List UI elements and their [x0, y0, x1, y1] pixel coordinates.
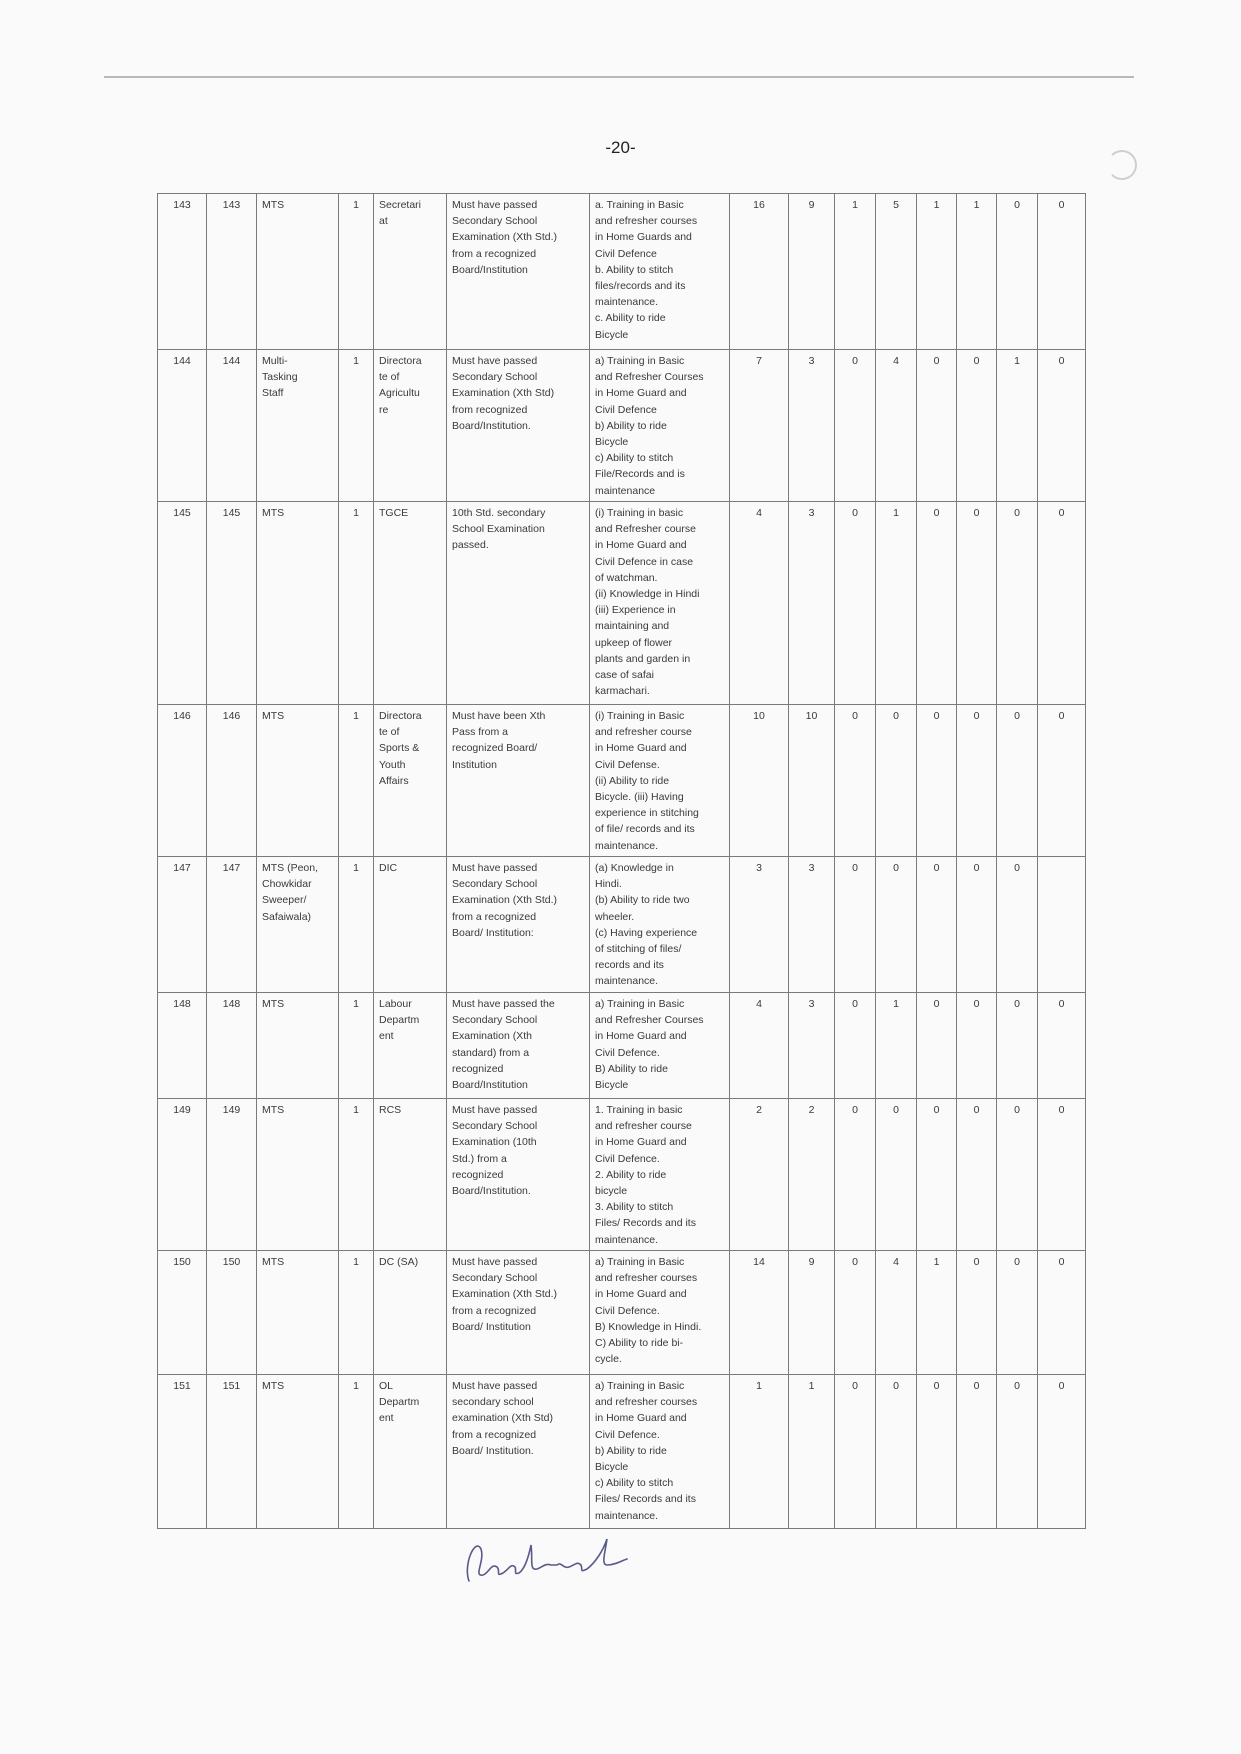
- cell-ph: 0: [997, 705, 1038, 857]
- cell-desirable-qualification: a) Training in Basic and Refresher Courses in Home Guard and Civil Defence. B) Ability to ride Bicycle: [590, 993, 730, 1099]
- cell-serial: 151: [207, 1375, 257, 1529]
- cell-ph: 0: [997, 857, 1038, 993]
- cell-exsm: 0: [1038, 1375, 1086, 1529]
- cell-sl-no: 151: [158, 1375, 207, 1529]
- cell-qualification: Must have passed secondary school examination (Xth Std) from a recognized Board/ Institution.: [447, 1375, 590, 1529]
- cell-desirable-qualification: (i) Training in Basic and refresher course in Home Guard and Civil Defense. (ii) Ability to ride Bicycle. (iii) Having experience in stitching of file/ records and its maintenance.: [590, 705, 730, 857]
- cell-total: 14: [730, 1251, 789, 1375]
- table-row: [158, 1251, 1086, 1375]
- cell-ews: 0: [957, 1251, 997, 1375]
- cell-st: 0: [876, 1375, 917, 1529]
- cell-qualification: Must have passed Secondary School Examination (Xth Std) from recognized Board/Institution.: [447, 350, 590, 502]
- vacancy-table: [157, 193, 1086, 1529]
- cell-ur: 3: [789, 993, 835, 1099]
- cell-total: 3: [730, 857, 789, 993]
- cell-sc: 0: [835, 1251, 876, 1375]
- cell-total: 16: [730, 194, 789, 350]
- cell-st: 5: [876, 194, 917, 350]
- cell-department: OL Departm ent: [374, 1375, 447, 1529]
- cell-obc: 1: [917, 194, 957, 350]
- cell-ews: 0: [957, 502, 997, 705]
- table-body: [158, 194, 1086, 1529]
- cell-post-name: MTS: [257, 502, 339, 705]
- cell-ews: 0: [957, 1099, 997, 1251]
- cell-qualification: Must have passed Secondary School Examination (Xth Std.) from a recognized Board/ Institution:: [447, 857, 590, 993]
- table-row: [158, 1375, 1086, 1529]
- cell-sc: 0: [835, 857, 876, 993]
- table-row: [158, 705, 1086, 857]
- cell-exsm: 0: [1038, 705, 1086, 857]
- cell-total: 7: [730, 350, 789, 502]
- cell-ur: 3: [789, 502, 835, 705]
- cell-vacancies: 1: [339, 705, 374, 857]
- cell-exsm: 0: [1038, 502, 1086, 705]
- cell-desirable-qualification: 1. Training in basic and refresher course in Home Guard and Civil Defence. 2. Ability to ride bicycle 3. Ability to stitch Files/ Records and its maintenance.: [590, 1099, 730, 1251]
- cell-department: DIC: [374, 857, 447, 993]
- cell-sc: 0: [835, 993, 876, 1099]
- cell-qualification: Must have been Xth Pass from a recognized Board/ Institution: [447, 705, 590, 857]
- cell-department: Directora te of Sports & Youth Affairs: [374, 705, 447, 857]
- cell-desirable-qualification: a) Training in Basic and refresher courses in Home Guard and Civil Defence. B) Knowledge in Hindi. C) Ability to ride bi- cycle.: [590, 1251, 730, 1375]
- cell-exsm: 0: [1038, 1251, 1086, 1375]
- cell-sl-no: 150: [158, 1251, 207, 1375]
- cell-vacancies: 1: [339, 502, 374, 705]
- cell-ur: 1: [789, 1375, 835, 1529]
- cell-sl-no: 145: [158, 502, 207, 705]
- cell-obc: 0: [917, 502, 957, 705]
- cell-exsm: 0: [1038, 993, 1086, 1099]
- cell-serial: 144: [207, 350, 257, 502]
- cell-exsm: 0: [1038, 1099, 1086, 1251]
- cell-serial: 143: [207, 194, 257, 350]
- cell-sl-no: 144: [158, 350, 207, 502]
- page-number: -20-: [605, 138, 636, 157]
- cell-ur: 3: [789, 350, 835, 502]
- scan-mark: [1107, 150, 1137, 180]
- cell-ur: 9: [789, 1251, 835, 1375]
- cell-obc: 0: [917, 857, 957, 993]
- cell-sc: 1: [835, 194, 876, 350]
- table-row: [158, 857, 1086, 993]
- cell-department: Labour Departm ent: [374, 993, 447, 1099]
- cell-post-name: MTS (Peon, Chowkidar Sweeper/ Safaiwala): [257, 857, 339, 993]
- cell-st: 0: [876, 1099, 917, 1251]
- cell-ur: 3: [789, 857, 835, 993]
- cell-sc: 0: [835, 502, 876, 705]
- cell-desirable-qualification: a) Training in Basic and refresher courses in Home Guard and Civil Defence. b) Ability to ride Bicycle c) Ability to stitch Files/ Records and its maintenance.: [590, 1375, 730, 1529]
- cell-desirable-qualification: (a) Knowledge in Hindi. (b) Ability to ride two wheeler. (c) Having experience of stitching of files/ records and its maintenance.: [590, 857, 730, 993]
- cell-obc: 0: [917, 705, 957, 857]
- cell-vacancies: 1: [339, 350, 374, 502]
- cell-sl-no: 149: [158, 1099, 207, 1251]
- table-row: [158, 194, 1086, 350]
- cell-qualification: Must have passed Secondary School Examination (Xth Std.) from a recognized Board/ Institution: [447, 1251, 590, 1375]
- cell-total: 1: [730, 1375, 789, 1529]
- cell-post-name: MTS: [257, 993, 339, 1099]
- cell-desirable-qualification: a) Training in Basic and Refresher Courses in Home Guard and Civil Defence b) Ability to ride Bicycle c) Ability to stitch File/Records and is maintenance: [590, 350, 730, 502]
- cell-obc: 0: [917, 1375, 957, 1529]
- cell-serial: 150: [207, 1251, 257, 1375]
- cell-ews: 0: [957, 857, 997, 993]
- cell-sl-no: 147: [158, 857, 207, 993]
- cell-vacancies: 1: [339, 857, 374, 993]
- cell-ph: 0: [997, 1375, 1038, 1529]
- cell-department: Directora te of Agricultu re: [374, 350, 447, 502]
- cell-ph: 0: [997, 502, 1038, 705]
- cell-st: 0: [876, 705, 917, 857]
- cell-post-name: MTS: [257, 705, 339, 857]
- cell-post-name: MTS: [257, 1375, 339, 1529]
- cell-total: 10: [730, 705, 789, 857]
- cell-serial: 145: [207, 502, 257, 705]
- cell-serial: 148: [207, 993, 257, 1099]
- cell-obc: 1: [917, 1251, 957, 1375]
- cell-ews: 0: [957, 705, 997, 857]
- cell-obc: 0: [917, 1099, 957, 1251]
- cell-st: 0: [876, 857, 917, 993]
- cell-ph: 0: [997, 993, 1038, 1099]
- cell-sl-no: 143: [158, 194, 207, 350]
- cell-department: TGCE: [374, 502, 447, 705]
- cell-post-name: MTS: [257, 1099, 339, 1251]
- cell-ph: 0: [997, 1099, 1038, 1251]
- cell-ur: 9: [789, 194, 835, 350]
- cell-exsm: 0: [1038, 194, 1086, 350]
- cell-department: Secretari at: [374, 194, 447, 350]
- cell-serial: 147: [207, 857, 257, 993]
- cell-vacancies: 1: [339, 194, 374, 350]
- cell-exsm: 0: [1038, 350, 1086, 502]
- cell-serial: 149: [207, 1099, 257, 1251]
- cell-department: RCS: [374, 1099, 447, 1251]
- cell-ur: 2: [789, 1099, 835, 1251]
- cell-vacancies: 1: [339, 993, 374, 1099]
- table-row: [158, 502, 1086, 705]
- table-row: [158, 1099, 1086, 1251]
- cell-ph: 1: [997, 350, 1038, 502]
- cell-post-name: MTS: [257, 194, 339, 350]
- cell-qualification: Must have passed Secondary School Examination (10th Std.) from a recognized Board/Institution.: [447, 1099, 590, 1251]
- cell-st: 4: [876, 1251, 917, 1375]
- cell-ews: 1: [957, 194, 997, 350]
- cell-ews: 0: [957, 350, 997, 502]
- cell-department: DC (SA): [374, 1251, 447, 1375]
- cell-qualification: Must have passed the Secondary School Examination (Xth standard) from a recognized Board/Institution: [447, 993, 590, 1099]
- cell-desirable-qualification: a. Training in Basic and refresher courses in Home Guards and Civil Defence b. Ability to stitch files/records and its maintenance. c. Ability to ride Bicycle: [590, 194, 730, 350]
- cell-desirable-qualification: (i) Training in basic and Refresher course in Home Guard and Civil Defence in case of watchman. (ii) Knowledge in Hindi (iii) Experience in maintaining and upkeep of flower plants and garden in case of safai karmachari.: [590, 502, 730, 705]
- cell-st: 4: [876, 350, 917, 502]
- cell-sl-no: 146: [158, 705, 207, 857]
- cell-obc: 0: [917, 350, 957, 502]
- cell-ur: 10: [789, 705, 835, 857]
- cell-ews: 0: [957, 1375, 997, 1529]
- cell-vacancies: 1: [339, 1099, 374, 1251]
- table-row: [158, 350, 1086, 502]
- cell-vacancies: 1: [339, 1251, 374, 1375]
- cell-qualification: 10th Std. secondary School Examination passed.: [447, 502, 590, 705]
- cell-ews: 0: [957, 993, 997, 1099]
- cell-total: 4: [730, 502, 789, 705]
- cell-sc: 0: [835, 1099, 876, 1251]
- cell-serial: 146: [207, 705, 257, 857]
- top-rule: [104, 76, 1134, 78]
- cell-sc: 0: [835, 1375, 876, 1529]
- cell-exsm: [1038, 857, 1086, 993]
- cell-post-name: MTS: [257, 1251, 339, 1375]
- cell-ph: 0: [997, 194, 1038, 350]
- cell-sc: 0: [835, 350, 876, 502]
- cell-sl-no: 148: [158, 993, 207, 1099]
- table-row: [158, 993, 1086, 1099]
- cell-post-name: Multi- Tasking Staff: [257, 350, 339, 502]
- cell-sc: 0: [835, 705, 876, 857]
- cell-total: 4: [730, 993, 789, 1099]
- cell-qualification: Must have passed Secondary School Examination (Xth Std.) from a recognized Board/Institution: [447, 194, 590, 350]
- cell-st: 1: [876, 993, 917, 1099]
- cell-obc: 0: [917, 993, 957, 1099]
- cell-vacancies: 1: [339, 1375, 374, 1529]
- cell-st: 1: [876, 502, 917, 705]
- signature: [455, 1525, 635, 1595]
- cell-ph: 0: [997, 1251, 1038, 1375]
- cell-total: 2: [730, 1099, 789, 1251]
